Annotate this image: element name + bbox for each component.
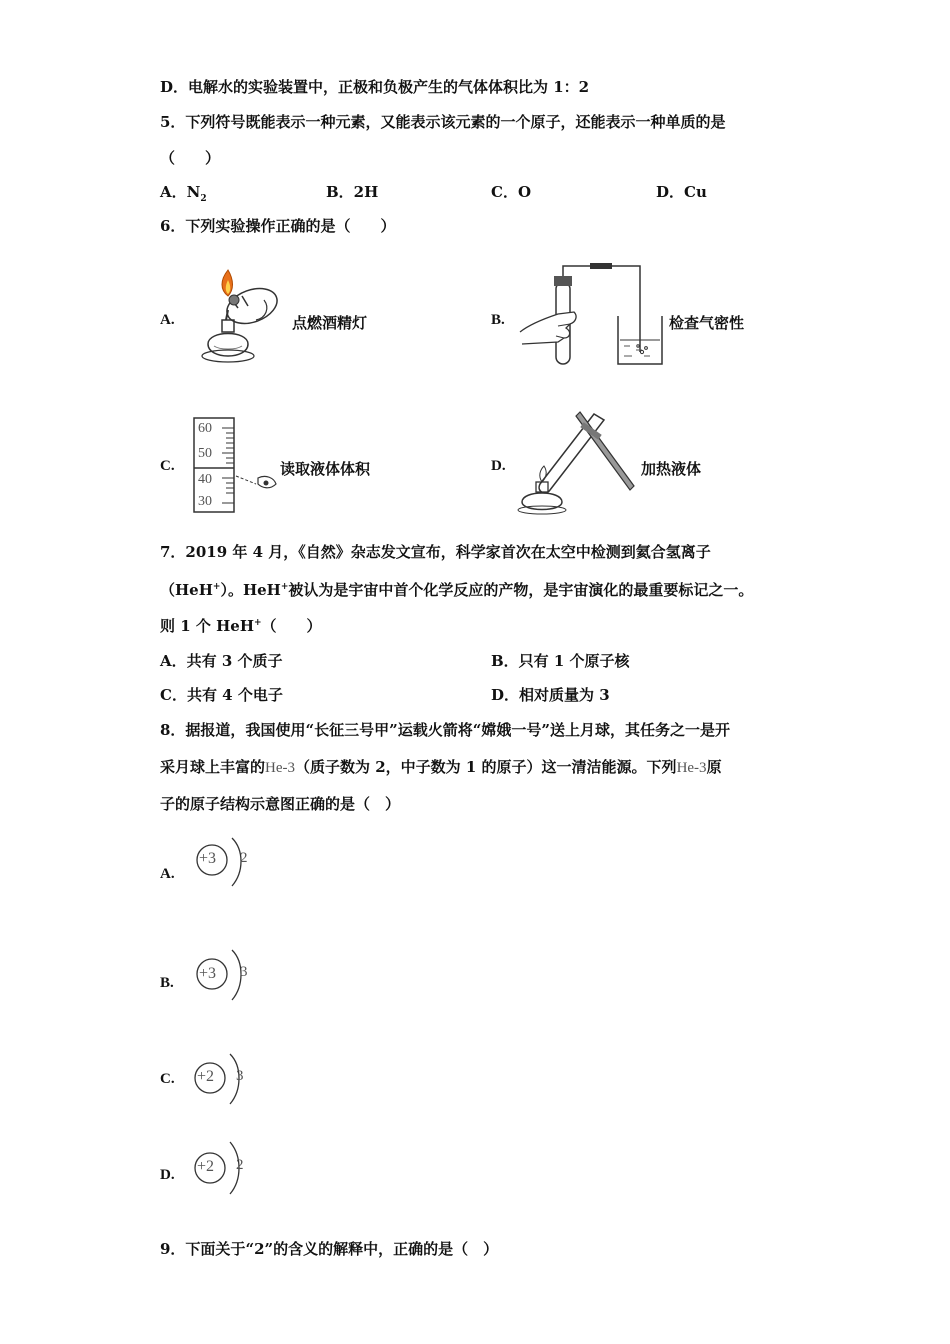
q7-option-c[interactable]: C．共有 4 个电子 xyxy=(160,686,283,704)
atom-d-nucleus: +2 xyxy=(197,1158,215,1175)
q8-he3-inline-2: He-3 xyxy=(676,760,707,776)
q7-line3-b: （ ） xyxy=(261,617,322,635)
q8-line2-c: 原 xyxy=(706,758,722,776)
q7-superscript-1: + xyxy=(212,582,221,592)
q6-stem: 6．下列实验操作正确的是（ ） xyxy=(160,217,396,235)
q9-stem: 9．下面关于“2”的含义的解释中，正确的是（ ） xyxy=(160,1240,499,1258)
q7-option-d[interactable]: D．相对质量为 3 xyxy=(491,686,610,704)
q7-line3-a: 则 1 个 HeH xyxy=(160,617,254,635)
q8-option-b-label[interactable]: B. xyxy=(160,975,174,991)
q7-line2-c: 被认为是宇宙中首个化学反应的产物，是宇宙演化的最重要标记之一。 xyxy=(288,581,754,599)
q6-option-b-label[interactable]: B. xyxy=(491,312,505,328)
q5-stem: 5．下列符号既能表示一种元素，又能表示该元素的一个原子，还能表示一种单质的是 xyxy=(160,113,726,131)
q7-line2-b: ）。HeH xyxy=(220,581,281,599)
q8-option-a-label[interactable]: A. xyxy=(160,866,175,882)
q7-option-b[interactable]: B．只有 1 个原子核 xyxy=(491,652,630,670)
atom-d-electrons: 2 xyxy=(236,1157,244,1173)
alcohol-lamp-lighting-figure xyxy=(190,262,290,370)
q5-option-a[interactable] xyxy=(160,182,207,202)
q8-line2-b: （质子数为 2，中子数为 1 的原子）这一清洁能源。下列 xyxy=(295,758,677,776)
q8-line2-a: 采月球上丰富的 xyxy=(160,758,266,776)
atom-c-electrons: 3 xyxy=(236,1068,244,1084)
q5-option-a-subscript: 2 xyxy=(200,194,207,204)
q7-superscript-3: + xyxy=(254,618,262,628)
q5-option-d[interactable]: D．Cu xyxy=(656,183,707,201)
atom-a-electrons: 2 xyxy=(240,850,248,866)
q6-option-d-caption: 加热液体 xyxy=(641,460,702,478)
q8-he3-inline-1: He-3 xyxy=(265,760,296,776)
q7-line2-a: （HeH xyxy=(160,581,213,599)
q5-option-c[interactable]: C．O xyxy=(491,183,532,201)
q6-option-c-caption: 读取液体体积 xyxy=(280,460,371,478)
cylinder-tick-50: 50 xyxy=(198,446,212,461)
q6-option-d-label[interactable]: D. xyxy=(491,458,506,474)
q7-line2 xyxy=(160,580,753,600)
atom-b-nucleus: +3 xyxy=(199,965,217,982)
q7-option-a[interactable]: A．共有 3 个质子 xyxy=(160,652,283,670)
atom-c-nucleus: +2 xyxy=(197,1068,215,1085)
q6-option-a-caption: 点燃酒精灯 xyxy=(292,314,368,332)
q5-option-b[interactable]: B．2H xyxy=(326,183,379,201)
cylinder-tick-40: 40 xyxy=(198,472,212,487)
atom-a-nucleus: +3 xyxy=(199,850,217,867)
q4-option-d: D．电解水的实验装置中，正极和负极产生的气体体积比为 1：2 xyxy=(160,78,590,96)
heating-liquid-figure xyxy=(516,406,640,516)
q8-line1: 8．据报道，我国使用“长征三号甲”运载火箭将“嫦娥一号”送上月球，其任务之一是开 xyxy=(160,721,730,739)
q5-paren: （ ） xyxy=(160,149,221,167)
atom-b-electrons: 3 xyxy=(240,964,248,980)
cylinder-tick-30: 30 xyxy=(198,494,212,509)
q8-line3: 子的原子结构示意图正确的是（ ） xyxy=(160,795,401,813)
q5-option-a-label: A． xyxy=(160,183,187,201)
q8-line2 xyxy=(160,757,722,778)
q8-option-c-label[interactable]: C. xyxy=(160,1071,175,1087)
q7-line1: 7．2019 年 4 月，《自然》杂志发文宣布，科学家首次在太空中检测到氦合氢离子 xyxy=(160,543,711,561)
q6-option-b-caption: 检查气密性 xyxy=(669,314,745,332)
q5-option-a-symbol: N xyxy=(186,183,201,201)
q8-option-d-label[interactable]: D. xyxy=(160,1167,175,1183)
airtightness-check-figure xyxy=(518,262,666,370)
cylinder-tick-60: 60 xyxy=(198,421,212,436)
q6-option-c-label[interactable]: C. xyxy=(160,458,175,474)
q7-line3 xyxy=(160,616,322,636)
q6-option-a-label[interactable]: A. xyxy=(160,312,175,328)
q7-superscript-2: + xyxy=(280,582,289,592)
